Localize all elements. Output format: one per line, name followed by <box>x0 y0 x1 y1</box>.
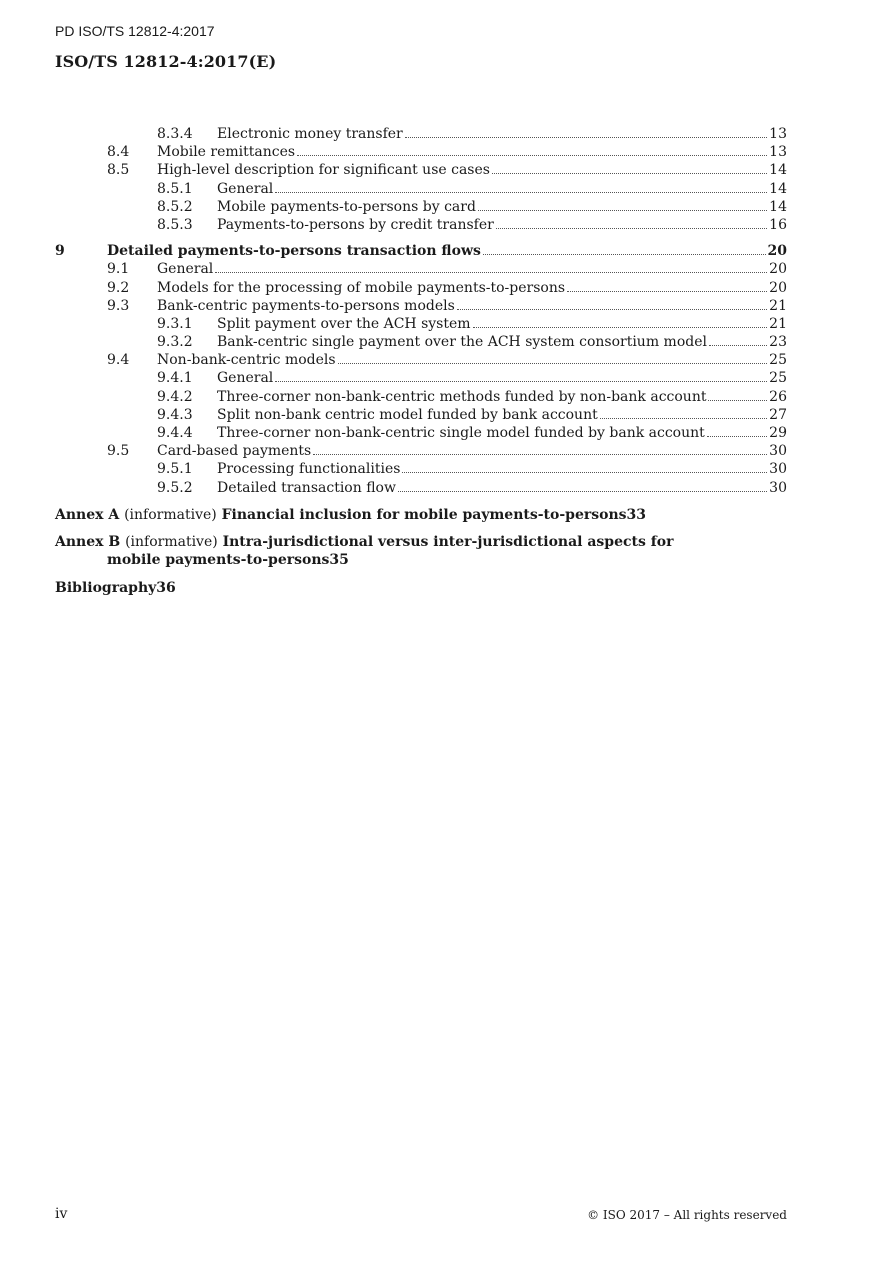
toc-entry-number: 8.4 <box>107 144 130 161</box>
header-document-id: ISO/TS 12812-4:2017(E) <box>55 52 277 71</box>
toc-entry-title: Split non-bank centric model funded by bank account <box>217 406 598 423</box>
toc-entry[interactable] <box>55 297 787 315</box>
toc-entry[interactable] <box>55 460 787 478</box>
toc-entry-number: 9.1 <box>107 261 130 278</box>
annex-title-line1: Intra-jurisdictional versus inter-jurisdictional aspects for <box>222 533 674 550</box>
dot-leader <box>709 344 767 346</box>
toc-entry-number: 9.5 <box>107 443 130 460</box>
toc-entry-page: 13 <box>769 144 787 161</box>
header-standard-label: PD ISO/TS 12812-4:2017 <box>55 23 215 39</box>
dot-leader <box>457 308 767 310</box>
annex-label: Annex B <box>55 533 121 550</box>
toc-entry-page: 27 <box>769 406 787 423</box>
toc-entry-number: 8.5 <box>107 162 130 179</box>
toc-entry-title: Non-bank-centric models <box>157 352 336 369</box>
toc-entry[interactable] <box>55 216 787 234</box>
toc-entry-title: Mobile remittances <box>157 144 296 161</box>
toc-entry-number: 8.5.1 <box>157 180 193 197</box>
toc-entry-title: Bank-centric single payment over the ACH system consortium model <box>217 334 707 351</box>
dot-leader <box>215 271 767 273</box>
toc-entry-page: 21 <box>769 315 787 332</box>
toc-entry[interactable] <box>55 260 787 278</box>
toc-entry[interactable] <box>55 369 787 387</box>
dot-leader <box>707 435 767 437</box>
toc-entry-number: 9 <box>55 243 65 260</box>
toc-annex-a[interactable] <box>55 505 787 525</box>
toc-entry-page: 25 <box>769 370 787 387</box>
toc-entry-page: 20 <box>767 243 787 260</box>
dot-leader <box>405 136 767 138</box>
toc-annex-b[interactable] <box>55 533 787 571</box>
toc-entry[interactable] <box>55 406 787 424</box>
toc-entry-page: 20 <box>769 279 787 296</box>
annex-type: (informative) <box>125 533 218 550</box>
dot-leader <box>567 290 767 292</box>
annex-page: 35 <box>329 551 349 568</box>
toc-entry-number: 9.4 <box>107 352 130 369</box>
toc-entry[interactable] <box>55 351 787 369</box>
toc-entry-title: Models for the processing of mobile payments-to-persons <box>157 279 566 296</box>
toc-entry-page: 21 <box>769 297 787 314</box>
dot-leader <box>473 326 768 328</box>
toc-entry-title: Processing functionalities <box>217 461 401 478</box>
dot-leader <box>275 380 767 382</box>
dot-leader <box>398 490 767 492</box>
toc-entry-number: 8.3.4 <box>157 126 193 142</box>
toc-entry-page: 14 <box>769 198 787 215</box>
toc-entry-number: 9.4.1 <box>157 370 193 387</box>
dot-leader <box>483 253 766 255</box>
toc-entry-number: 8.5.3 <box>157 216 193 233</box>
annex-type: (informative) <box>124 506 217 523</box>
toc-entry[interactable] <box>55 180 787 198</box>
toc-entry[interactable] <box>55 125 787 143</box>
toc-entry-title: Card-based payments <box>157 443 312 460</box>
toc-entry-page: 30 <box>769 443 787 460</box>
toc-entry-title: Detailed payments-to-persons transaction flows <box>107 243 481 260</box>
dot-leader <box>478 209 767 211</box>
dot-leader <box>338 362 768 364</box>
toc-entry-page: 16 <box>769 216 787 233</box>
toc-entry-title: Three-corner non-bank-centric methods funded by non-bank account <box>217 388 707 405</box>
annex-label: Annex A <box>55 506 120 523</box>
toc-entry-number: 9.5.2 <box>157 479 193 496</box>
toc-entry[interactable] <box>55 315 787 333</box>
toc-entry-page: 14 <box>769 180 787 197</box>
toc-entry-number: 9.5.1 <box>157 461 193 478</box>
bibliography-page: 36 <box>156 579 176 596</box>
toc-entry[interactable] <box>55 424 787 442</box>
dot-leader <box>313 453 767 455</box>
toc-entry-number: 9.3 <box>107 297 130 314</box>
dot-leader <box>297 154 767 156</box>
toc-entry-title: High-level description for significant use cases <box>157 162 490 179</box>
toc-entry[interactable] <box>55 388 787 406</box>
dot-leader <box>402 471 767 473</box>
toc-entry-number: 9.3.2 <box>157 334 193 351</box>
dot-leader <box>708 399 767 401</box>
toc-entry[interactable] <box>55 333 787 351</box>
toc-entry-title: Three-corner non-bank-centric single model funded by bank account <box>217 425 705 441</box>
toc-entry[interactable] <box>55 479 787 497</box>
toc-entry-title: Split payment over the ACH system <box>217 315 471 332</box>
toc-entry-page: 26 <box>769 388 787 405</box>
toc-entry[interactable] <box>55 143 787 161</box>
toc-entry-title: General <box>157 261 214 278</box>
dot-leader <box>600 417 767 419</box>
toc-entry-title: Mobile payments-to-persons by card <box>217 198 476 215</box>
toc-entry-number: 9.4.2 <box>157 388 193 405</box>
toc-entry-title: Bank-centric payments-to-persons models <box>157 297 455 314</box>
toc-entry-page: 14 <box>769 162 787 179</box>
toc-entry-title: Detailed transaction flow <box>217 479 396 496</box>
toc-entry-page: 30 <box>769 479 787 496</box>
toc-entry[interactable] <box>55 161 787 179</box>
annex-title-line2: mobile payments-to-persons <box>107 551 330 568</box>
toc-entry[interactable] <box>55 279 787 297</box>
dot-leader <box>492 172 767 174</box>
toc-entry-number: 8.5.2 <box>157 198 193 215</box>
toc-entry-number: 9.4.4 <box>157 425 193 441</box>
toc-entry-clause[interactable] <box>55 242 787 260</box>
toc-entry-title: Electronic money transfer <box>217 126 403 142</box>
dot-leader <box>496 227 767 229</box>
toc-entry-page: 30 <box>769 461 787 478</box>
annex-title: Financial inclusion for mobile payments-to-persons <box>221 506 627 523</box>
footer-copyright: © ISO 2017 – All rights reserved <box>587 1208 787 1222</box>
annex-page: 33 <box>626 506 646 523</box>
toc-entry-page: 29 <box>769 425 787 441</box>
toc-entry-page: 20 <box>769 261 787 278</box>
toc-entry-page: 25 <box>769 352 787 369</box>
table-of-contents <box>55 125 787 597</box>
bibliography-title: Bibliography <box>55 579 157 596</box>
dot-leader <box>275 191 767 193</box>
toc-entry[interactable] <box>55 198 787 216</box>
toc-bibliography[interactable] <box>55 579 787 597</box>
toc-entry-title: General <box>217 370 274 387</box>
toc-entry-title: General <box>217 180 274 197</box>
footer-page-number: iv <box>55 1206 68 1222</box>
toc-entry[interactable] <box>55 442 787 460</box>
toc-entry-number: 9.4.3 <box>157 406 193 423</box>
toc-entry-number: 9.2 <box>107 279 130 296</box>
toc-entry-number: 9.3.1 <box>157 315 193 332</box>
toc-entry-page: 23 <box>769 334 787 351</box>
toc-entry-page: 13 <box>769 126 787 142</box>
toc-entry-title: Payments-to-persons by credit transfer <box>217 216 494 233</box>
